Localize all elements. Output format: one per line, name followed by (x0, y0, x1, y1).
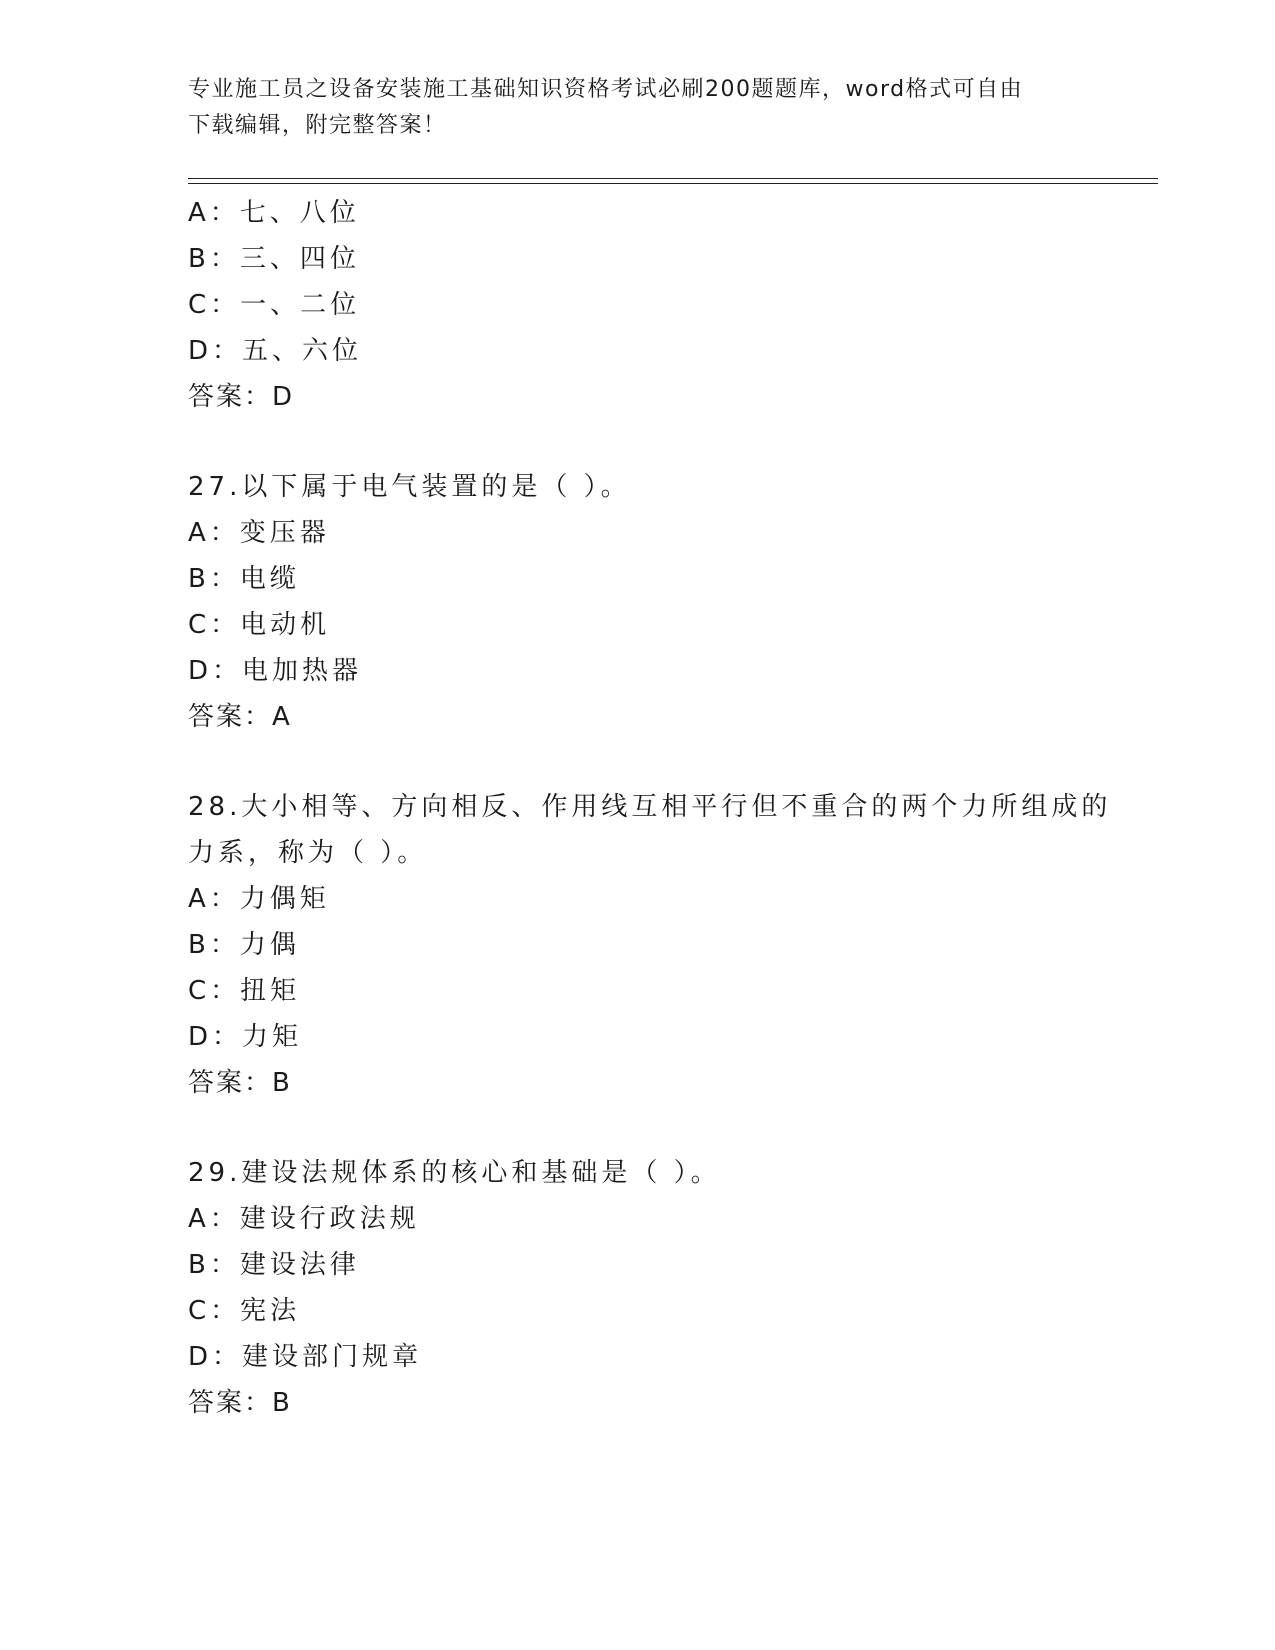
option-a: A：力偶矩 (188, 884, 330, 914)
header-divider-top (188, 178, 1158, 179)
answer-line: 答案：D (188, 382, 295, 412)
header-divider-bottom (188, 183, 1158, 184)
question-stem: 28.大小相等、方向相反、作用线互相平行但不重合的两个力所组成的 (188, 792, 1112, 822)
option-a: A：七、八位 (188, 198, 360, 228)
option-c: C：宪法 (188, 1296, 301, 1326)
option-d: D：建设部门规章 (188, 1342, 423, 1372)
header-line-1: 专业施工员之设备安装施工基础知识资格考试必刷200题题库，word格式可自由 (188, 77, 1024, 102)
question-stem: 29.建设法规体系的核心和基础是（ ）。 (188, 1158, 721, 1188)
option-c: C：一、二位 (188, 290, 361, 320)
option-b: B：力偶 (188, 930, 300, 960)
previous-question-tail (188, 190, 1088, 420)
question-29 (188, 1150, 1088, 1426)
question-spacer (188, 420, 1088, 464)
document-header (188, 72, 1088, 144)
question-stem: 27.以下属于电气装置的是（ ）。 (188, 472, 631, 502)
option-c: C：扭矩 (188, 976, 301, 1006)
header-line-2: 下载编辑，附完整答案！ (188, 113, 447, 138)
option-b: B：建设法律 (188, 1250, 360, 1280)
answer-line: 答案：B (188, 1068, 292, 1098)
answer-line: 答案：A (188, 702, 292, 732)
question-stem-continued: 力系，称为（ ）。 (188, 838, 428, 868)
option-a: A：变压器 (188, 518, 330, 548)
question-28 (188, 784, 1112, 1106)
question-spacer (188, 1106, 1088, 1150)
option-b: B：电缆 (188, 564, 300, 594)
option-d: D：电加热器 (188, 656, 363, 686)
question-spacer (188, 740, 1088, 784)
option-d: D：力矩 (188, 1022, 303, 1052)
option-c: C：电动机 (188, 610, 331, 640)
option-d: D：五、六位 (188, 336, 363, 366)
option-b: B：三、四位 (188, 244, 360, 274)
question-27 (188, 464, 1088, 740)
option-a: A：建设行政法规 (188, 1204, 420, 1234)
answer-line: 答案：B (188, 1388, 292, 1418)
question-list (188, 190, 1112, 1426)
